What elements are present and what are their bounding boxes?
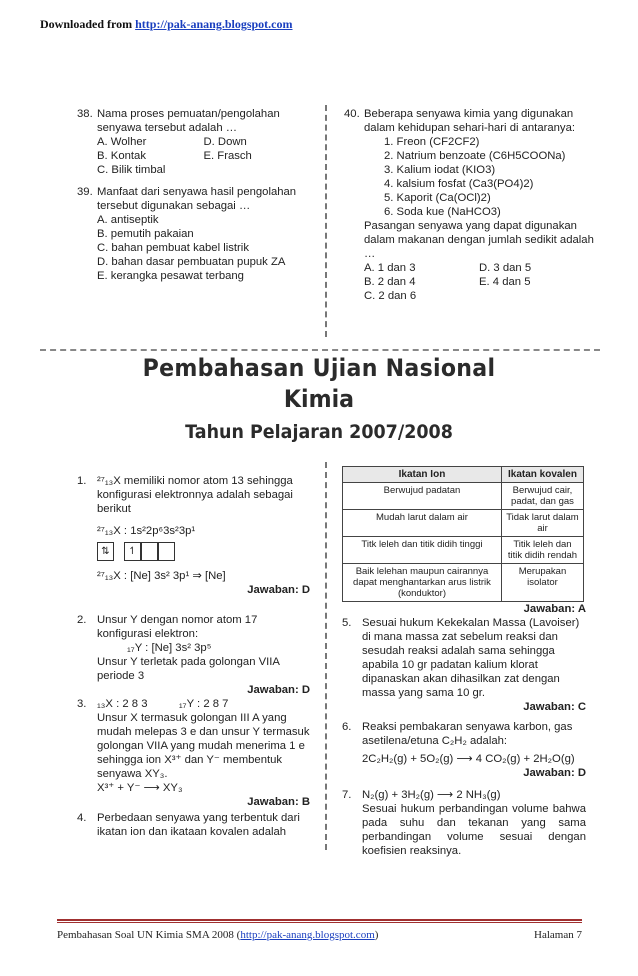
list-item: 1. Freon (CF2CF2) [384, 136, 480, 148]
question-40 [344, 107, 594, 135]
question-38-number: 38. [77, 108, 93, 120]
answer-3-text: Unsur X termasuk golongan III A yang mudah melepas 3 e dan unsur Y termasuk golongan VIIA yang mudah menerima 1 e sehingga ion X³⁺ dan Y⁻ membentuk senyawa XY₃. [97, 712, 310, 780]
answer-1-config2: ²⁷₁₃X : [Ne] 3s² 3p¹ ⇒ [Ne] [97, 570, 226, 582]
answer-2-config: ₁₇Y : [Ne] 3s² 3p⁵ [127, 642, 212, 654]
answer-1-number: 1. [77, 475, 87, 487]
answer-3-key: Jawaban: B [247, 796, 310, 808]
option: A. antiseptik [97, 214, 159, 226]
question-40-number: 40. [344, 108, 360, 120]
bottom-left-column [77, 474, 310, 839]
option: C. bahan pembuat kabel listrik [97, 242, 249, 254]
answer-7-reaction: N₂(g) + 3H₂(g) ⟶ 2 NH₃(g) [362, 789, 501, 801]
answer-2-key: Jawaban: D [247, 684, 310, 696]
list-item: 5. Kaporit (Ca(OCl)2) [384, 192, 491, 204]
answer-7-number: 7. [342, 789, 352, 801]
orbital-box: ↿ [124, 542, 141, 561]
option: B. Kontak [97, 150, 146, 162]
question-38-text: Nama proses pemuatan/pengolahan senyawa tersebut adalah … [97, 108, 280, 134]
answer-6-number: 6. [342, 721, 352, 733]
answer-7 [342, 788, 586, 802]
year-title: Tahun Pelajaran 2007/2008 [185, 421, 453, 443]
option: B. pemutih pakaian [97, 228, 194, 240]
bond-comparison-table [342, 466, 584, 602]
option: E. 4 dan 5 [479, 276, 531, 288]
answer-2-text: Unsur Y dengan nomor atom 17 konfigurasi elektron: [97, 614, 258, 640]
answer-4 [77, 811, 310, 839]
column-divider-top [325, 105, 327, 337]
answer-3-config: ₁₃X : 2 8 3 ₁₇Y : 2 8 7 [97, 698, 229, 710]
option: C. 2 dan 6 [364, 290, 417, 302]
option: D. bahan dasar pembuatan pupuk ZA [97, 256, 286, 268]
list-item: 3. Kalium iodat (KIO3) [384, 164, 496, 176]
answer-6-reaction: 2C₂H₂(g) + 5O₂(g) ⟶ 4 CO₂(g) + 2H₂O(g) [362, 753, 575, 765]
option: C. Bilik timbal [97, 164, 166, 176]
answer-2 [77, 613, 310, 641]
question-38-options [77, 135, 310, 177]
answer-5 [342, 616, 586, 700]
answer-4-text: Perbedaan senyawa yang terbentuk dari ikatan ion dan ikataan kovalen adalah [97, 812, 300, 838]
answer-4-key: Jawaban: A [523, 603, 586, 615]
answer-4-number: 4. [77, 812, 87, 824]
download-note [40, 17, 293, 32]
answer-2-text2: Unsur Y terletak pada golongan VIIA periode 3 [97, 656, 280, 682]
table-cell: Merupakan isolator [501, 564, 583, 602]
question-39 [77, 185, 310, 213]
column-divider-bottom [325, 462, 327, 850]
answer-3-reaction: X³⁺ + Y⁻ ⟶ XY₃ [97, 782, 183, 794]
option: E. kerangka pesawat terbang [97, 270, 244, 282]
answer-1-config: ²⁷₁₃X : 1s²2p⁶3s²3p¹ [97, 525, 196, 537]
page-number: Halaman 7 [534, 929, 582, 941]
question-38 [77, 107, 310, 135]
question-40-options [344, 261, 594, 303]
table-cell: Mudah larut dalam air [343, 510, 502, 537]
orbital-box [158, 542, 175, 561]
answer-5-key: Jawaban: C [523, 701, 586, 713]
section-divider [40, 349, 600, 351]
question-39-number: 39. [77, 186, 93, 198]
option: D. 3 dan 5 [479, 262, 532, 274]
top-left-column [77, 107, 310, 283]
table-cell: Berwujud padatan [343, 483, 502, 510]
question-40-text: Beberapa senyawa kimia yang digunakan dalam kehidupan sehari-hari di antaranya: [364, 108, 576, 134]
answer-1-text: ²⁷₁₃X memiliki nomor atom 13 sehingga konfigurasi elektronnya adalah sebagai berikut [97, 475, 293, 515]
table-row [343, 510, 584, 537]
table-cell: Titk leleh dan titik didih tinggi [343, 537, 502, 564]
list-item: 4. kalsium fosfat (Ca3(PO4)2) [384, 178, 534, 190]
table-header: Ikatan Ion [343, 467, 502, 483]
table-cell: Tidak larut dalam air [501, 510, 583, 537]
download-note-prefix: Downloaded from [40, 17, 136, 31]
answer-5-number: 5. [342, 617, 352, 629]
answer-5-text: Sesuai hukum Kekekalan Massa (Lavoiser) di mana massa zat sebelum reaksi dan sesudah reaksi adalah sama sehingga apabila 10 gr padatan kalium klorat dipanaskan akan dihasilkan zat dengan massa yang sama 10 gr. [362, 617, 580, 699]
answer-3 [77, 697, 310, 711]
bottom-right-column [342, 466, 586, 858]
table-cell: Titik leleh dan titik didih rendah [501, 537, 583, 564]
option: A. Wolher [97, 136, 147, 148]
question-39-options [77, 213, 310, 283]
answer-6-text: Reaksi pembakaran senyawa karbon, gas asetilena/etuna C₂H₂ adalah: [362, 721, 573, 747]
question-40-text2: Pasangan senyawa yang dapat digunakan dalam makanan dengan jumlah sedikit adalah … [364, 220, 594, 260]
answer-3-number: 3. [77, 698, 87, 710]
table-header-row [343, 467, 584, 483]
table-row [343, 483, 584, 510]
footer-rule-thin [57, 922, 582, 923]
table-row [343, 537, 584, 564]
footer-suffix: ) [374, 929, 379, 941]
answer-6 [342, 720, 586, 748]
list-item: 2. Natrium benzoate (C6H5COONa) [384, 150, 566, 162]
orbital-box [141, 542, 158, 561]
orbital-box: ⇅ [97, 542, 114, 561]
answer-1 [77, 474, 310, 516]
answer-7-text: Sesuai hukum perbandingan volume bahwa pada suhu dan tekanan yang sama perbandingan volume sesuai dengan koefisien reaksinya. [362, 803, 586, 857]
footer-rule [57, 919, 582, 921]
question-39-text: Manfaat dari senyawa hasil pengolahan tersebut digunakan sebagai … [97, 186, 297, 212]
footer [57, 929, 582, 941]
table-header: Ikatan kovalen [501, 467, 583, 483]
list-item: 6. Soda kue (NaHCO3) [384, 206, 501, 218]
option: A. 1 dan 3 [364, 262, 416, 274]
footer-prefix: Pembahasan Soal UN Kimia SMA 2008 ( [57, 929, 241, 941]
option: D. Down [203, 136, 247, 148]
table-cell: Baik lelehan maupun cairannya dapat menghantarkan arus listrik (konduktor) [343, 564, 502, 602]
download-link[interactable]: http://pak-anang.blogspot.com [135, 17, 293, 31]
answer-6-key: Jawaban: D [523, 767, 586, 779]
subject-title: Kimia [283, 385, 355, 413]
main-title: Pembahasan Ujian Nasional [142, 354, 496, 382]
answer-2-number: 2. [77, 614, 87, 626]
option: B. 2 dan 4 [364, 276, 416, 288]
question-40-items [344, 135, 594, 219]
top-right-column [344, 107, 594, 303]
orbital-diagram [77, 542, 310, 561]
footer-link[interactable]: http://pak-anang.blogspot.com [240, 929, 375, 941]
table-row [343, 564, 584, 602]
option: E. Frasch [203, 150, 252, 162]
table-cell: Berwujud cair, padat, dan gas [501, 483, 583, 510]
answer-1-key: Jawaban: D [247, 584, 310, 596]
